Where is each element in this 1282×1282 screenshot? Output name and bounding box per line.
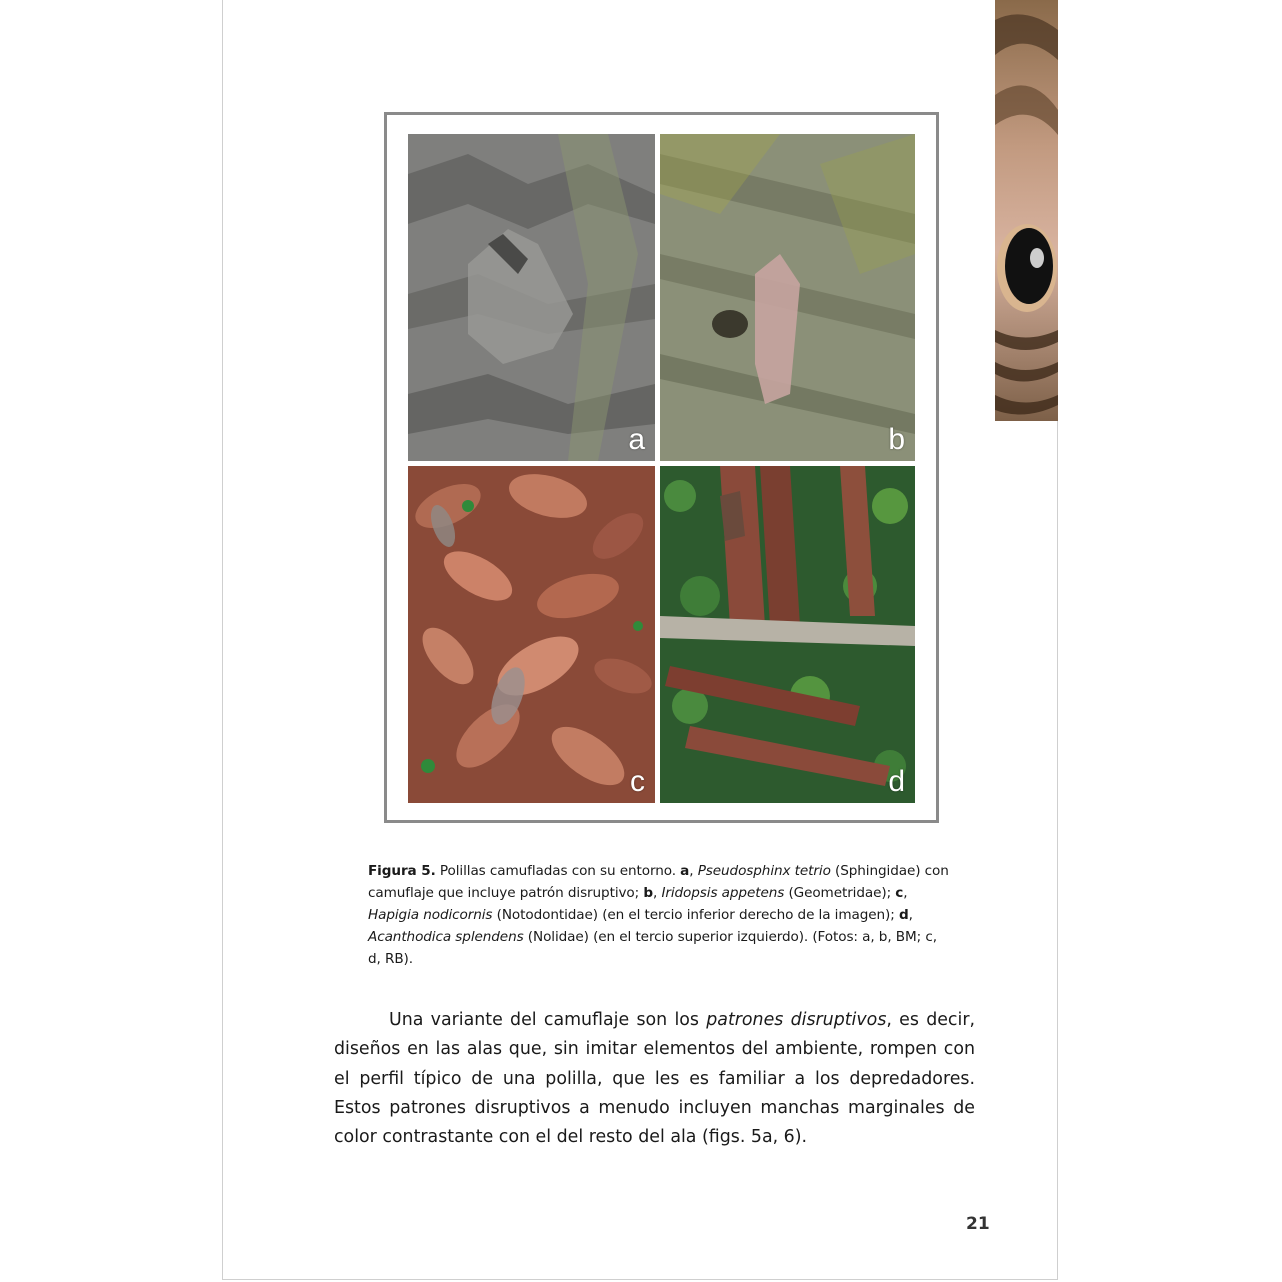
caption-text: , [653,885,662,901]
body-text-run: , es decir, diseños en las alas que, sin imitar elementos del ambiente, rompen con el perfil típico de una polilla, que les es familiar a los depredadores. Estos patrones disruptivos a menudo incluyen manchas marginales de color contrastante con el del resto del ala (figs. 5a, 6). [334,1010,976,1148]
caption-species-a: Pseudosphinx tetrio [697,863,831,879]
caption-text: , [689,863,698,879]
caption-letter-b: b [643,885,653,901]
panel-letter-d: d [888,765,905,798]
caption-text: (Nolidae) (en el tercio superior izquierdo). (Fotos: a, b, BM; c, d, RB). [368,929,937,967]
photo-panel-d [660,466,915,803]
body-text-run: Una variante del camuflaje son los [389,1010,707,1030]
caption-letter-c: c [895,885,904,901]
caption-species-d: Acanthodica splendens [368,929,524,945]
figure-caption [368,860,952,970]
panel-letter-b: b [888,423,905,456]
photo-panel-b [660,134,915,461]
body-paragraph [334,1006,975,1152]
caption-letter-d: d [898,907,909,923]
caption-text: , [908,907,913,923]
photo-panel-a [408,134,655,461]
page-number: 21 [966,1214,990,1234]
photo-panel-c [408,466,655,803]
caption-text: (Geometridae); [784,885,896,901]
caption-label: Figura 5. [368,863,436,879]
caption-species-b: Iridopsis appetens [661,885,785,901]
caption-text: Polillas camufladas con su entorno. [435,863,681,879]
panel-letter-c: c [630,765,645,798]
caption-text: (Notodontidae) (en el tercio inferior derecho de la imagen); [492,907,899,923]
caption-text: , [903,885,908,901]
moth-wing-photo-strip [995,0,1058,421]
body-emphasis: patrones disruptivos [706,1010,887,1030]
caption-species-c: Hapigia nodicornis [368,907,493,923]
caption-letter-a: a [680,863,690,879]
panel-letter-a: a [628,423,645,456]
caption-text: (Sphingidae) con camuflaje que incluye patrón disruptivo; [368,863,949,901]
